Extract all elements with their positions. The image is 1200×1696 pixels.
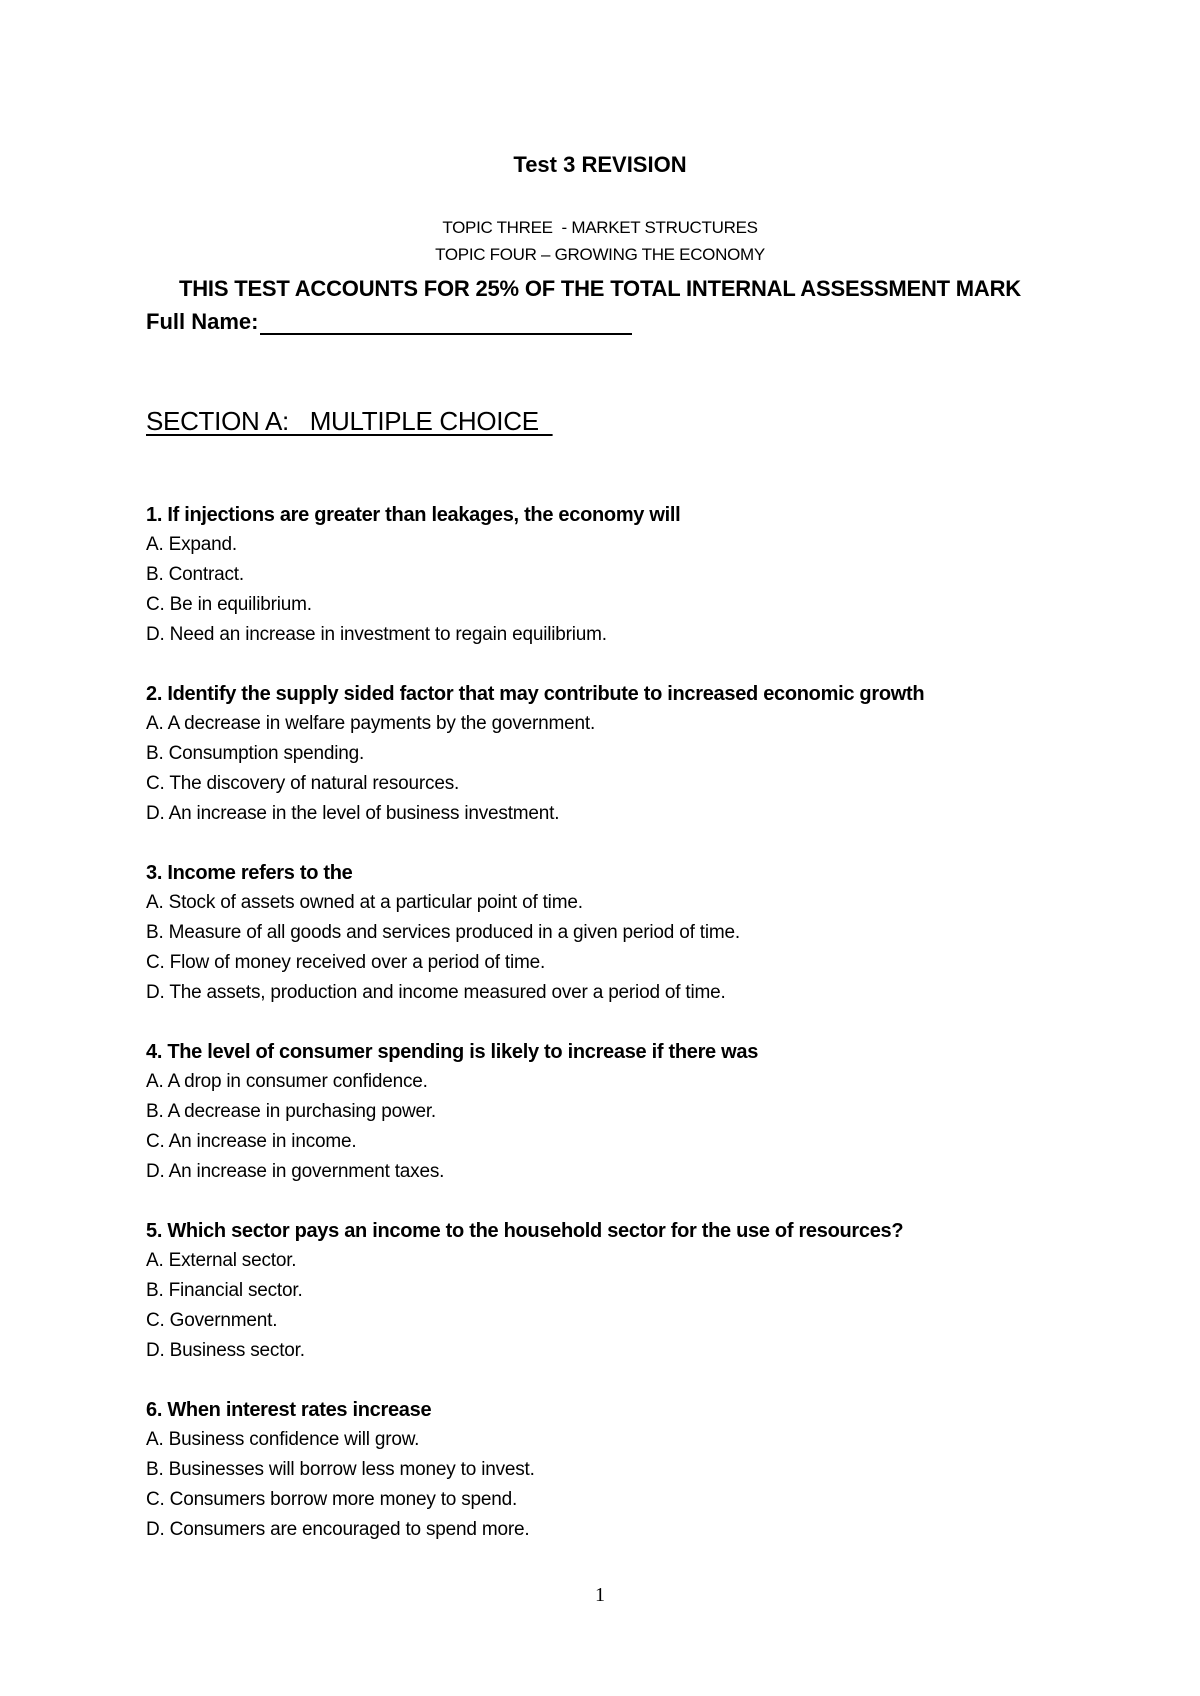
option-a[interactable]: A. External sector. [146, 1250, 297, 1271]
question-6 [146, 1395, 1146, 1545]
option-c[interactable]: C. Government. [146, 1310, 278, 1331]
full-name-row [146, 309, 632, 335]
option-b[interactable]: B. A decrease in purchasing power. [146, 1101, 437, 1122]
question-stem: 5. Which sector pays an income to the household sector for the use of resources? [146, 1220, 904, 1242]
topic-four-line: TOPIC FOUR – GROWING THE ECONOMY [435, 245, 765, 264]
option-b[interactable]: B. Businesses will borrow less money to invest. [146, 1459, 535, 1480]
document-title: Test 3 REVISION [513, 152, 687, 177]
option-d[interactable]: D. Need an increase in investment to regain equilibrium. [146, 624, 607, 645]
option-a[interactable]: A. Expand. [146, 534, 237, 555]
question-3 [146, 858, 1146, 1008]
option-c[interactable]: C. Consumers borrow more money to spend. [146, 1489, 518, 1510]
question-stem: 4. The level of consumer spending is likely to increase if there was [146, 1041, 759, 1063]
option-d[interactable]: D. An increase in the level of business investment. [146, 803, 560, 824]
option-b[interactable]: B. Measure of all goods and services produced in a given period of time. [146, 922, 740, 943]
option-c[interactable]: C. Flow of money received over a period of time. [146, 952, 546, 973]
full-name-blank-line[interactable] [260, 309, 632, 335]
question-1 [146, 500, 1146, 650]
option-c[interactable]: C. An increase in income. [146, 1131, 357, 1152]
question-list [146, 500, 1146, 1574]
question-stem: 3. Income refers to the [146, 862, 353, 884]
option-b[interactable]: B. Consumption spending. [146, 743, 365, 764]
section-a-heading: SECTION A: MULTIPLE CHOICE [146, 406, 553, 436]
option-a[interactable]: A. Business confidence will grow. [146, 1429, 420, 1450]
option-a[interactable]: A. Stock of assets owned at a particular point of time. [146, 892, 583, 913]
full-name-label: Full Name: [146, 309, 259, 334]
option-b[interactable]: B. Contract. [146, 564, 244, 585]
option-d[interactable]: D. The assets, production and income measured over a period of time. [146, 982, 726, 1003]
option-d[interactable]: D. Consumers are encouraged to spend more. [146, 1519, 530, 1540]
option-d[interactable]: D. An increase in government taxes. [146, 1161, 445, 1182]
topic-three-line: TOPIC THREE - MARKET STRUCTURES [442, 218, 758, 237]
option-a[interactable]: A. A decrease in welfare payments by the government. [146, 713, 596, 734]
option-c[interactable]: C. The discovery of natural resources. [146, 773, 460, 794]
question-stem: 2. Identify the supply sided factor that may contribute to increased economic growth [146, 683, 925, 705]
question-2 [146, 679, 1146, 829]
page-number: 1 [595, 1584, 605, 1606]
option-a[interactable]: A. A drop in consumer confidence. [146, 1071, 428, 1092]
option-d[interactable]: D. Business sector. [146, 1340, 305, 1361]
question-4 [146, 1037, 1146, 1187]
question-stem: 6. When interest rates increase [146, 1399, 432, 1421]
assessment-notice: THIS TEST ACCOUNTS FOR 25% OF THE TOTAL INTERNAL ASSESSMENT MARK [179, 276, 1021, 301]
question-stem: 1. If injections are greater than leakages, the economy will [146, 504, 681, 526]
question-5 [146, 1216, 1146, 1366]
option-c[interactable]: C. Be in equilibrium. [146, 594, 312, 615]
option-b[interactable]: B. Financial sector. [146, 1280, 303, 1301]
